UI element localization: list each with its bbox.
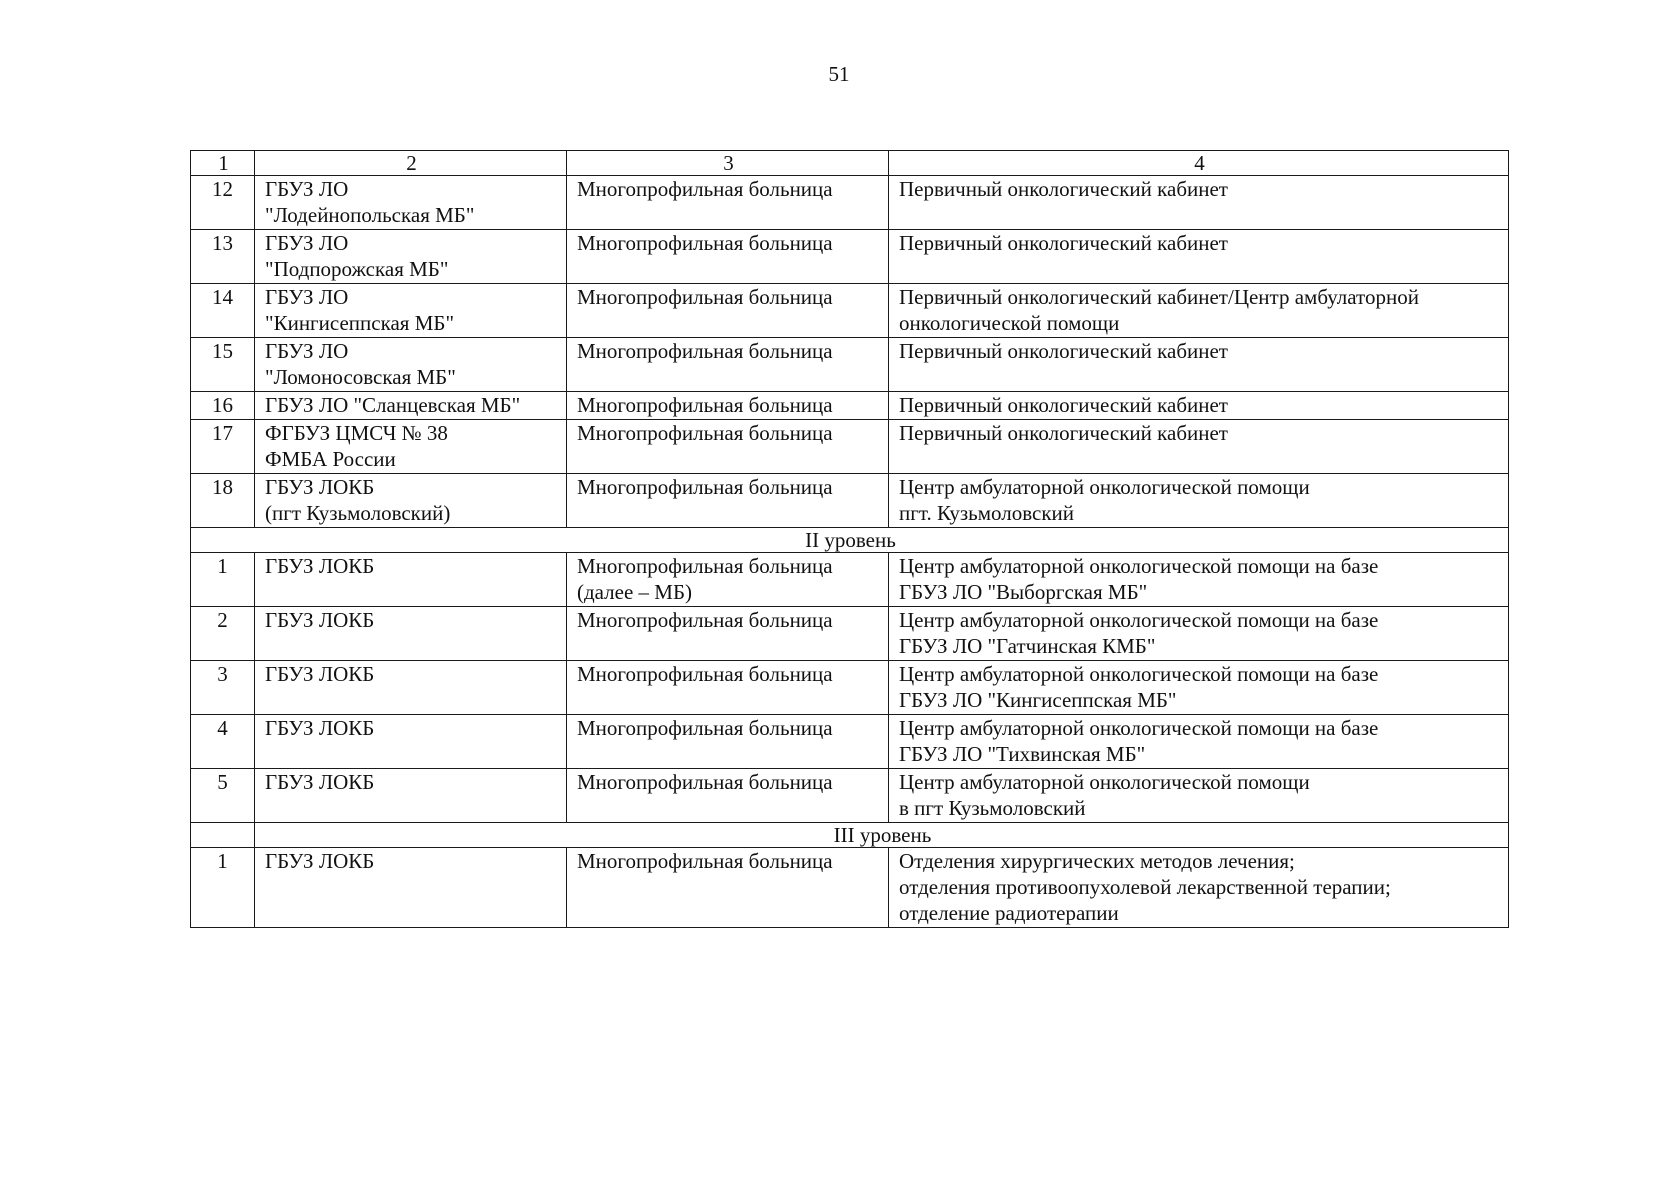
- unit-cell-line: Первичный онкологический кабинет: [899, 231, 1228, 255]
- unit-cell-line: Первичный онкологический кабинет: [899, 421, 1228, 445]
- level-heading: II уровень: [191, 528, 1509, 553]
- organization-cell-line: "Кингисеппская МБ": [265, 311, 455, 335]
- facility-type-cell: [567, 769, 889, 823]
- unit-cell-line: Центр амбулаторной онкологической помощи на базе: [899, 608, 1379, 632]
- table-row: [191, 392, 1509, 420]
- table-row: [191, 848, 1509, 928]
- level-heading: III уровень: [255, 823, 1509, 848]
- unit-cell: [889, 338, 1509, 392]
- unit-cell-line: онкологической помощи: [899, 311, 1120, 335]
- unit-cell-line: Первичный онкологический кабинет: [899, 177, 1228, 201]
- facility-type-cell: [567, 176, 889, 230]
- row-number: 1: [191, 848, 255, 928]
- organization-cell-line: ГБУЗ ЛО: [265, 177, 349, 201]
- facility-type-cell-line: Многопрофильная больница: [577, 770, 833, 794]
- organization-cell: [255, 661, 567, 715]
- organization-cell: [255, 392, 567, 420]
- unit-cell-line: ГБУЗ ЛО "Выборгская МБ": [899, 580, 1148, 604]
- row-number: 5: [191, 769, 255, 823]
- organization-cell: [255, 715, 567, 769]
- facility-type-cell: [567, 420, 889, 474]
- organization-cell-line: ФМБА России: [265, 447, 396, 471]
- facility-type-cell-line: (далее – МБ): [577, 580, 693, 604]
- facility-type-cell: [567, 661, 889, 715]
- row-number: 4: [191, 715, 255, 769]
- unit-cell: [889, 230, 1509, 284]
- row-number: 12: [191, 176, 255, 230]
- facility-type-cell-line: Многопрофильная больница: [577, 393, 833, 417]
- facility-type-cell-line: Многопрофильная больница: [577, 231, 833, 255]
- row-number: 1: [191, 553, 255, 607]
- table-row: [191, 661, 1509, 715]
- unit-cell-line: Первичный онкологический кабинет/Центр амбулаторной: [899, 285, 1419, 309]
- facility-type-cell: [567, 848, 889, 928]
- unit-cell: [889, 769, 1509, 823]
- facility-type-cell-line: Многопрофильная больница: [577, 608, 833, 632]
- unit-cell-line: Центр амбулаторной онкологической помощи на базе: [899, 716, 1379, 740]
- unit-cell: [889, 553, 1509, 607]
- organization-cell-line: "Ломоносовская МБ": [265, 365, 456, 389]
- organization-cell-line: ГБУЗ ЛОКБ: [265, 554, 375, 578]
- organization-cell-line: ГБУЗ ЛОКБ: [265, 849, 375, 873]
- facility-type-cell: [567, 338, 889, 392]
- level-heading-spacer: [191, 823, 255, 848]
- unit-cell-line: Отделения хирургических методов лечения;: [899, 849, 1295, 873]
- organization-cell: [255, 474, 567, 528]
- unit-cell: [889, 392, 1509, 420]
- unit-cell: [889, 176, 1509, 230]
- table-row: [191, 230, 1509, 284]
- organization-cell-line: ГБУЗ ЛО: [265, 285, 349, 309]
- unit-cell: [889, 420, 1509, 474]
- unit-cell-line: Первичный онкологический кабинет: [899, 339, 1228, 363]
- table-row: [191, 284, 1509, 338]
- unit-cell: [889, 474, 1509, 528]
- row-number: 17: [191, 420, 255, 474]
- column-number-row: [191, 151, 1509, 176]
- level-heading-row: [191, 528, 1509, 553]
- row-number: 3: [191, 661, 255, 715]
- facility-type-cell: [567, 392, 889, 420]
- unit-cell-line: ГБУЗ ЛО "Тихвинская МБ": [899, 742, 1146, 766]
- facility-type-cell-line: Многопрофильная больница: [577, 177, 833, 201]
- unit-cell: [889, 715, 1509, 769]
- organization-cell-line: ГБУЗ ЛОКБ: [265, 770, 375, 794]
- organization-cell-line: ГБУЗ ЛОКБ: [265, 716, 375, 740]
- facilities-table: [190, 150, 1509, 928]
- organization-cell: [255, 284, 567, 338]
- row-number: 16: [191, 392, 255, 420]
- unit-cell-line: отделения противоопухолевой лекарственной терапии;: [899, 875, 1391, 899]
- table-row: [191, 553, 1509, 607]
- table-row: [191, 769, 1509, 823]
- column-number-1: 1: [191, 151, 255, 176]
- organization-cell-line: ФГБУЗ ЦМСЧ № 38: [265, 421, 448, 445]
- facilities-table-body: [191, 151, 1509, 928]
- unit-cell: [889, 848, 1509, 928]
- organization-cell-line: "Подпорожская МБ": [265, 257, 449, 281]
- unit-cell-line: отделение радиотерапии: [899, 901, 1119, 925]
- facility-type-cell: [567, 284, 889, 338]
- facility-type-cell: [567, 607, 889, 661]
- unit-cell-line: пгт. Кузьмоловский: [899, 501, 1075, 525]
- column-number-3: 3: [567, 151, 889, 176]
- organization-cell-line: ГБУЗ ЛОКБ: [265, 662, 375, 686]
- unit-cell-line: в пгт Кузьмоловский: [899, 796, 1086, 820]
- facility-type-cell-line: Многопрофильная больница: [577, 339, 833, 363]
- unit-cell: [889, 607, 1509, 661]
- organization-cell: [255, 848, 567, 928]
- organization-cell: [255, 769, 567, 823]
- column-number-4: 4: [889, 151, 1509, 176]
- organization-cell-line: ГБУЗ ЛОКБ: [265, 475, 375, 499]
- column-number-2: 2: [255, 151, 567, 176]
- unit-cell-line: ГБУЗ ЛО "Гатчинская КМБ": [899, 634, 1156, 658]
- facility-type-cell: [567, 474, 889, 528]
- organization-cell: [255, 230, 567, 284]
- facility-type-cell-line: Многопрофильная больница: [577, 662, 833, 686]
- organization-cell-line: ГБУЗ ЛО: [265, 339, 349, 363]
- page-number: 51: [828, 62, 850, 86]
- unit-cell-line: Центр амбулаторной онкологической помощи: [899, 475, 1310, 499]
- facility-type-cell-line: Многопрофильная больница: [577, 554, 833, 578]
- facility-type-cell-line: Многопрофильная больница: [577, 421, 833, 445]
- unit-cell: [889, 284, 1509, 338]
- table-row: [191, 474, 1509, 528]
- organization-cell-line: ГБУЗ ЛО: [265, 231, 349, 255]
- organization-cell: [255, 176, 567, 230]
- row-number: 15: [191, 338, 255, 392]
- table-row: [191, 176, 1509, 230]
- facility-type-cell-line: Многопрофильная больница: [577, 285, 833, 309]
- row-number: 13: [191, 230, 255, 284]
- facility-type-cell: [567, 553, 889, 607]
- unit-cell-line: ГБУЗ ЛО "Кингисеппская МБ": [899, 688, 1177, 712]
- organization-cell: [255, 607, 567, 661]
- row-number: 2: [191, 607, 255, 661]
- organization-cell: [255, 338, 567, 392]
- table-row: [191, 715, 1509, 769]
- facility-type-cell-line: Многопрофильная больница: [577, 849, 833, 873]
- table-row: [191, 607, 1509, 661]
- facility-type-cell-line: Многопрофильная больница: [577, 716, 833, 740]
- organization-cell-line: ГБУЗ ЛО "Сланцевская МБ": [265, 393, 521, 417]
- unit-cell-line: Первичный онкологический кабинет: [899, 393, 1228, 417]
- row-number: 18: [191, 474, 255, 528]
- facility-type-cell-line: Многопрофильная больница: [577, 475, 833, 499]
- unit-cell-line: Центр амбулаторной онкологической помощи на базе: [899, 554, 1379, 578]
- organization-cell: [255, 553, 567, 607]
- organization-cell: [255, 420, 567, 474]
- unit-cell-line: Центр амбулаторной онкологической помощи: [899, 770, 1310, 794]
- organization-cell-line: ГБУЗ ЛОКБ: [265, 608, 375, 632]
- organization-cell-line: (пгт Кузьмоловский): [265, 501, 451, 525]
- facility-type-cell: [567, 715, 889, 769]
- organization-cell-line: "Лодейнопольская МБ": [265, 203, 475, 227]
- table-row: [191, 420, 1509, 474]
- level-heading-row: [191, 823, 1509, 848]
- facility-type-cell: [567, 230, 889, 284]
- unit-cell-line: Центр амбулаторной онкологической помощи на базе: [899, 662, 1379, 686]
- row-number: 14: [191, 284, 255, 338]
- unit-cell: [889, 661, 1509, 715]
- table-row: [191, 338, 1509, 392]
